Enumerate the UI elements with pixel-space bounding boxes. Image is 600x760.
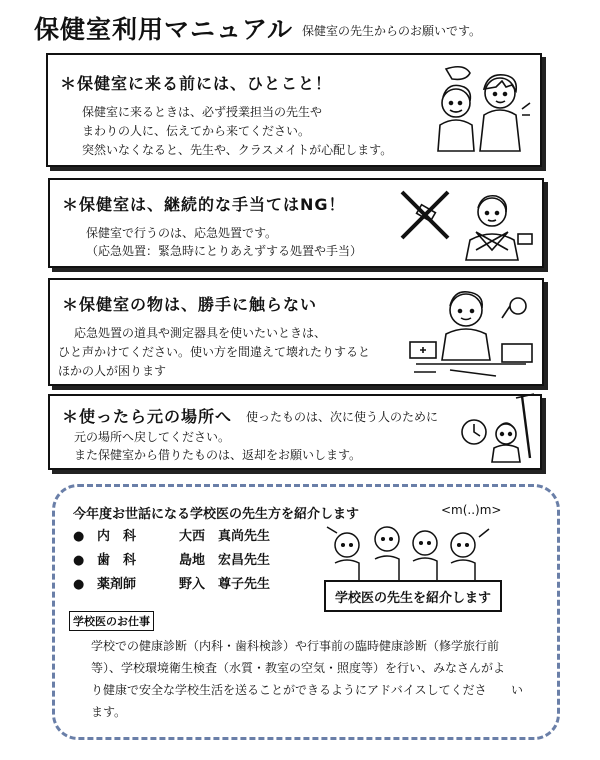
page-title: 保健室利用マニュアル [34, 15, 294, 44]
doctor-name: 野入 尊子先生 [179, 577, 271, 592]
section-do-not-touch [48, 278, 544, 386]
section-line: 突然いなくなると、先生や、クラスメイトが心配します。 [82, 143, 393, 157]
section-heading: ＊使ったら元の場所へ [62, 407, 233, 426]
section-return-items [48, 394, 542, 470]
section-before-visit [46, 53, 542, 167]
students-talking-illustration [426, 63, 532, 155]
no-care-illustration [396, 184, 536, 262]
section-line: ひと声かけてください。使い方を間違えて壊れたりすると [58, 345, 371, 359]
doctor-department: 内 科 [97, 529, 137, 544]
section-line: 保健室に来るときは、必ず授業担当の先生や [82, 105, 323, 119]
doctor-department: 歯 科 [97, 553, 137, 568]
section-line: 保健室で行うのは、応急処置です。 [86, 226, 278, 240]
doctor-item-internal [73, 525, 270, 544]
section-line: 応急処置の道具や測定器具を使いたいときは、 [74, 326, 327, 340]
doctor-department: 薬剤師 [97, 577, 137, 592]
bullet-icon: ● [73, 529, 85, 544]
doctors-intro: 今年度お世話になる学校医の先生方を紹介します [73, 507, 360, 522]
section-line: また保健室から借りたものは、返却をお願いします。 [74, 448, 362, 462]
section-line: まわりの人に、伝えてから来てください。 [82, 124, 311, 138]
cleanup-illustration [458, 388, 538, 464]
page-subtitle: 保健室の先生からのお願いです。 [302, 24, 482, 38]
kaomoji: <m(..)m> [441, 503, 502, 517]
doctor-name: 大西 真尚先生 [179, 529, 271, 544]
section-line: （応急処置：緊急時にとりあえずする処置や手当） [86, 244, 363, 258]
doctor-item-dental [73, 549, 270, 568]
bullet-icon: ● [73, 577, 85, 592]
duties-line: ます。 [91, 705, 127, 719]
duties-line: 学校での健康診断（内科・歯科検診）や行事前の臨時健康診断（修学旅行前 [91, 639, 500, 653]
section-heading: ＊保健室は、継続的な手当てはNG！ [62, 195, 346, 214]
section-no-continuous-care [48, 178, 544, 268]
doctors-banner-illustration [313, 519, 509, 619]
school-doctors-panel [52, 484, 560, 740]
section-line: 元の場所へ戻してください。 [74, 430, 231, 444]
section-heading: ＊保健室の物は、勝手に触らない [62, 295, 318, 314]
duties-label: 学校医のお仕事 [69, 611, 154, 631]
doctor-item-pharmacist [73, 573, 270, 592]
duties-line: 等）、学校環境衛生検査（水質・教室の空気・照度等）を行い、みなさんがよ [91, 661, 506, 675]
bullet-icon: ● [73, 553, 85, 568]
doctor-name: 島地 宏昌先生 [179, 553, 271, 568]
section-line: ほかの人が困ります [58, 364, 167, 378]
banner-text: 学校医の先生を紹介します [334, 591, 492, 606]
section-heading: ＊保健室に来る前には、ひとこと！ [60, 74, 333, 93]
medical-tools-illustration [406, 284, 538, 380]
section-heading-note: 使ったものは、次に使う人のために [246, 410, 439, 424]
duties-line: り健康で安全な学校生活を送ることができるようにアドバイスしてくださ [91, 683, 487, 697]
duties-line: い [511, 683, 524, 697]
